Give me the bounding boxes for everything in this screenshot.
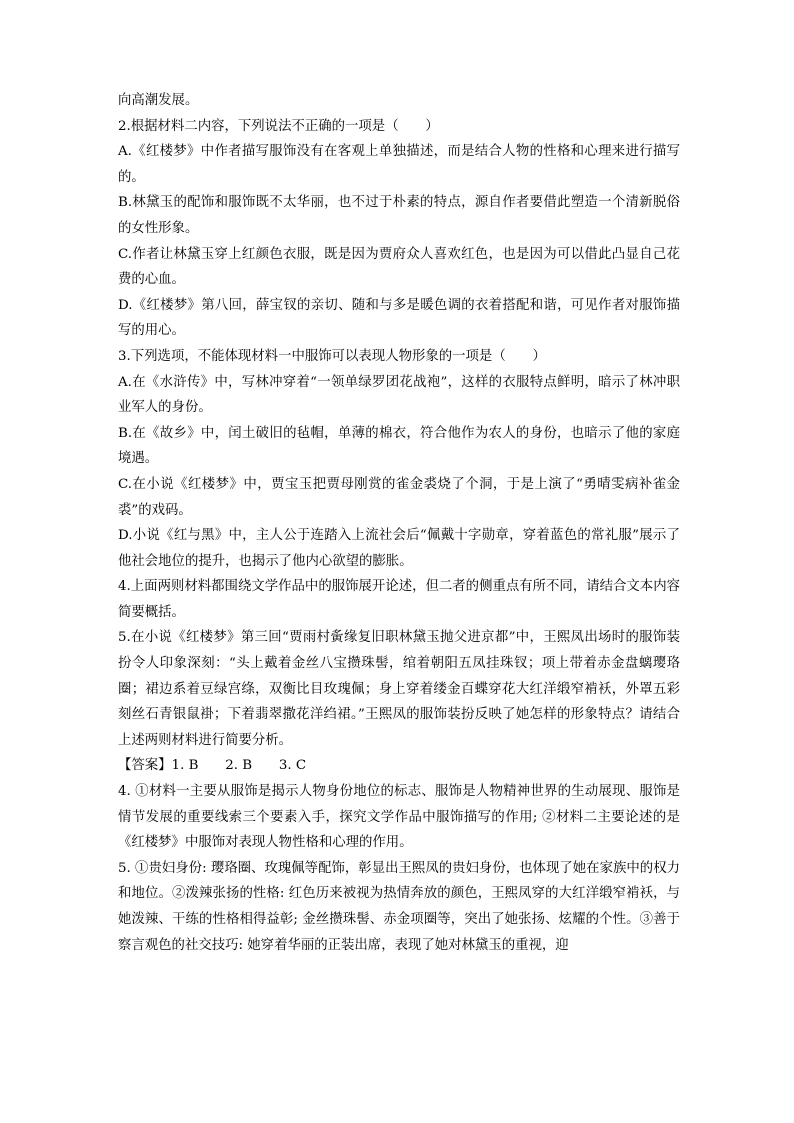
question-2-option-b: B.林黛玉的配饰和服饰既不太华丽，也不过于朴素的特点，源自作者要借此塑造一个清新脱俗的女性形象。 [118, 195, 680, 236]
question-4: 4.上面两则材料都围绕文学作品中的服饰展开论述，但二者的侧重点有所不同，请结合文本内容简要概括。 [118, 579, 680, 620]
question-3-option-a: A.在《水浒传》中，写林冲穿着“一领单绿罗团花战袍”，这样的衣服特点鲜明，暗示了林冲职业军人的身份。 [118, 374, 680, 416]
question-2-option-d: D.《红楼梦》第八回，薛宝钗的亲切、随和与多是暖色调的衣着搭配和谐，可见作者对服饰描写的用心。 [118, 297, 680, 339]
answer-5-explanation: 5. ①贵妇身份: 璎珞圈、玫瑰佩等配饰，彰显出王熙凤的贵妇身份，也体现了她在家族中的权力和地位。②泼辣张扬的性格: 红色历来被视为热情奔放的颜色，王熙凤穿的大红洋缎窄褃袄，与她泼辣、干练的性格相得益彰; 金丝攒珠髻、赤金项圈等，突出了她张扬、炫耀的个性。③善于察言观色的社交技巧: 她穿着华丽的正装出席，表现了她对林黛玉的重视，迎 [118, 860, 680, 953]
answer-key: 【答案】1. B 2. B 3. C [118, 758, 307, 774]
question-2-option-c: C.作者让林黛玉穿上红颜色衣服，既是因为贾府众人喜欢红色，也是因为可以借此凸显自己花费的心血。 [118, 246, 680, 288]
question-3-option-c: C.在小说《红楼梦》中，贾宝玉把贾母刚赏的雀金裘烧了个洞，于是上演了“勇晴雯病补雀金裘”的戏码。 [118, 476, 680, 518]
question-3-option-d: D.小说《红与黑》中，主人公于连踏入上流社会后“佩戴十字勋章，穿着蓝色的常礼服”展示了他社会地位的提升，也揭示了他内心欲望的膨胀。 [118, 528, 680, 569]
answer-4-explanation: 4. ①材料一主要从服饰是揭示人物身份地位的标志、服饰是人物精神世界的生动展现、服饰是情节发展的重要线索三个要素入手，探究文学作品中服饰描写的作用; ②材料二主要论述的是《红楼梦》中服饰对表现人物性格和心理的作用。 [118, 784, 680, 851]
question-3: 3.下列选项，不能体现材料一中服饰可以表现人物形象的一项是（ ） [118, 348, 546, 364]
question-5: 5.在小说《红楼梦》第三回“贾雨村夤缘复旧职林黛玉抛父进京都”中，王熙凤出场时的服饰装扮令人印象深刻：“头上戴着金丝八宝攒珠髻，绾着朝阳五凤挂珠钗；项上带着赤金盘螭璎珞圈；裙边系着豆绿宫绦，双衡比目玫瑰佩；身上穿着缕金百蝶穿花大红洋缎窄褃袄，外罩五彩刻丝石青银鼠褂；下着翡翠撒花洋绉裙。”王熙凤的服饰装扮反映了她怎样的形象特点？请结合上述两则材料进行简要分析。 [118, 630, 680, 748]
question-3-option-b: B.在《故乡》中，闰土破旧的毡帽，单薄的棉衣，符合他作为农人的身份，也暗示了他的家庭境遇。 [118, 425, 680, 467]
paragraph-continuation: 向高潮发展。 [118, 93, 199, 108]
question-2: 2.根据材料二内容，下列说法不正确的一项是（ ） [118, 118, 439, 134]
question-2-option-a: A.《红楼梦》中作者描写服饰没有在客观上单独描述，而是结合人物的性格和心理来进行描写的。 [118, 144, 680, 185]
document-page [118, 88, 680, 958]
